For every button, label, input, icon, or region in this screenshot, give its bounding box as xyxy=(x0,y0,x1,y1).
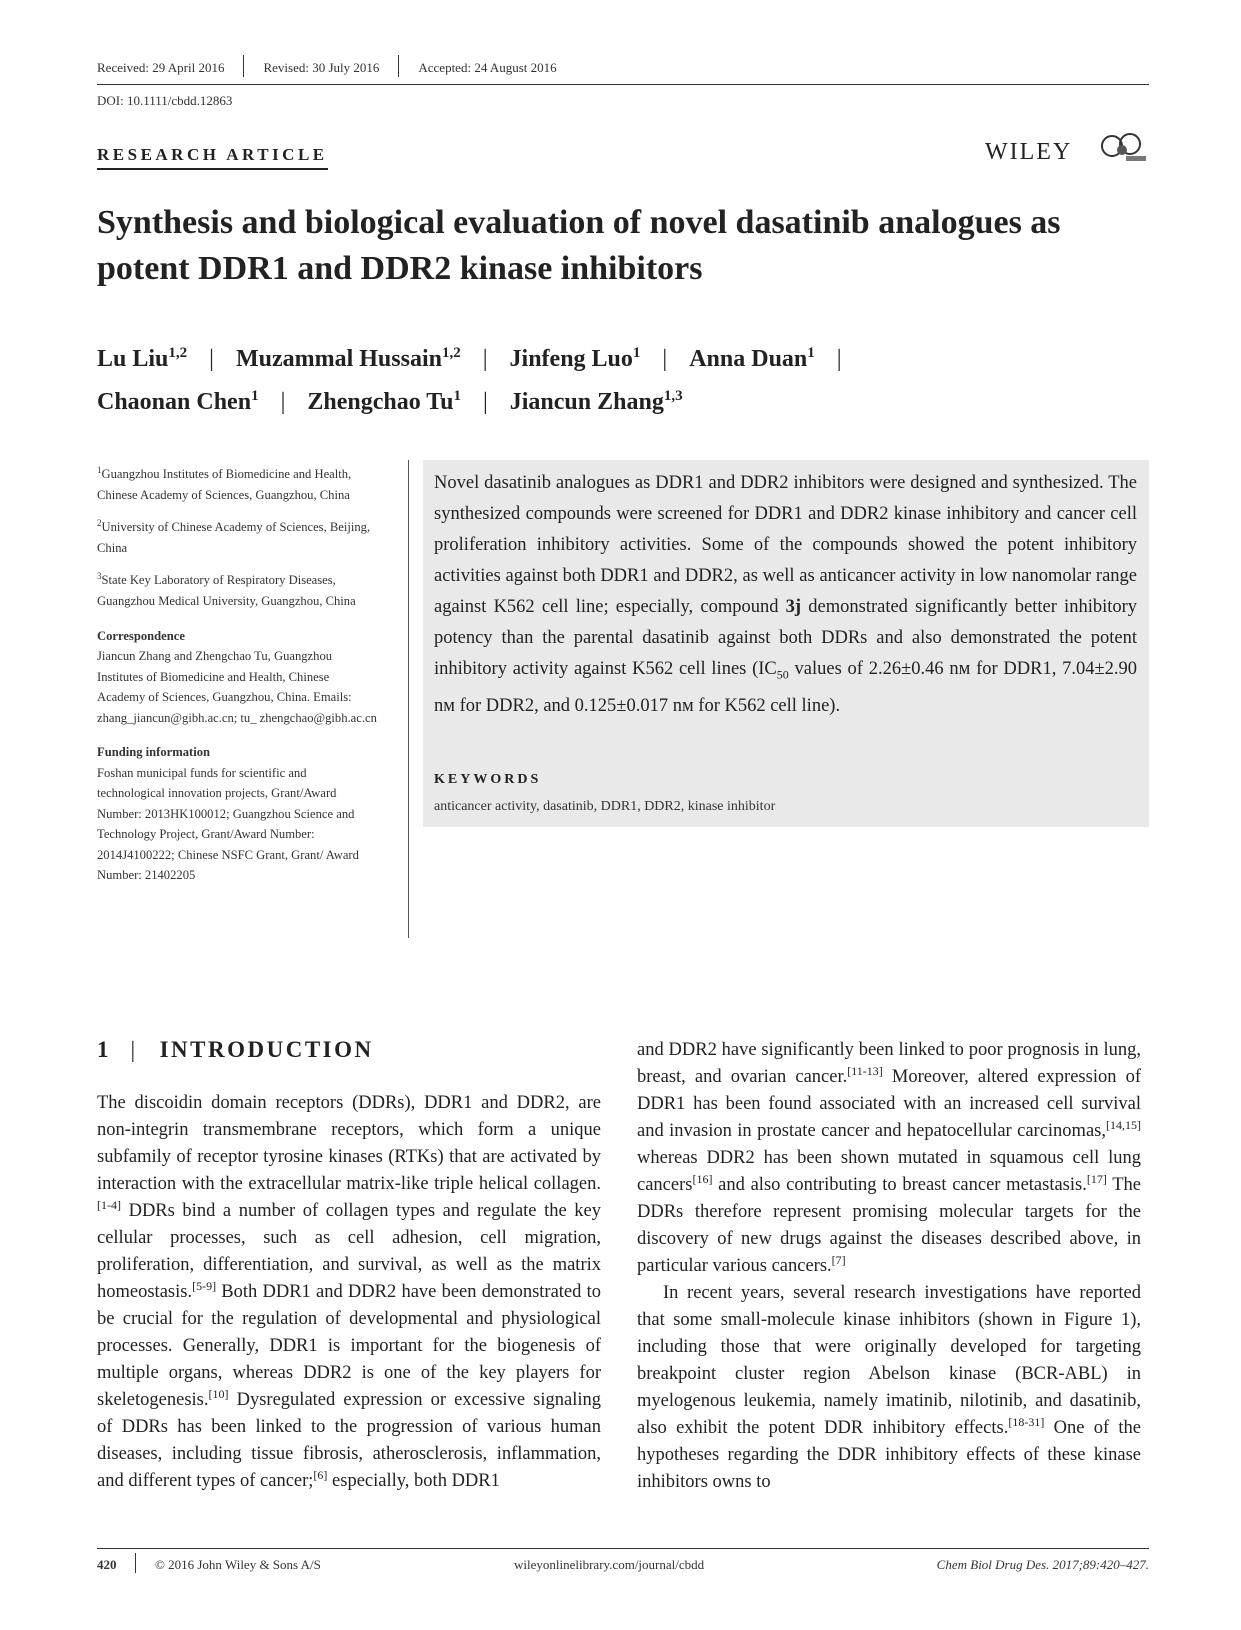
header-rule xyxy=(97,84,1149,85)
sidebar-divider xyxy=(408,460,409,938)
received-date: Received: 29 April 2016 xyxy=(97,59,225,75)
author[interactable]: Muzammal Hussain$^{1,2}$ xyxy=(235,345,461,372)
divider xyxy=(243,55,244,77)
funding-text: Foshan municipal funds for scientific and technological innovation projects, Grant/Award Number: 2013HK100012; Guangzhou Science and Technology Project, Grant/Award Number: 2014J4100222; Chinese NSFC Grant, Grant/ Award Number: 21402205 xyxy=(97,765,359,883)
publisher-logo: WILEY xyxy=(985,139,1073,165)
doi[interactable]: DOI: 10.1111/cbdd.12863 xyxy=(97,93,233,108)
revised-date: Revised: 30 July 2016 xyxy=(263,59,380,75)
citation: Chem Biol Drug Des. 2017;89:420–427. xyxy=(936,1557,1149,1572)
author[interactable]: Lu Liu$^{1,2}$ xyxy=(97,345,188,372)
affiliation: $^1$Guangzhou Institutes of Biomedicine and Health, Chinese Academy of Sciences, Guangzhou, China xyxy=(97,465,352,502)
dates-line xyxy=(97,58,1149,80)
divider xyxy=(135,1553,136,1573)
section-heading: 1 | INTRODUCTION xyxy=(97,1037,374,1062)
article-title: Synthesis and biological evaluation of novel dasatinib analogues as potent DDR1 and DDR2 kinase inhibitors xyxy=(97,204,1061,287)
accepted-date: Accepted: 24 August 2016 xyxy=(418,59,557,75)
journal-logo-icon xyxy=(1100,130,1148,164)
abstract-text: Novel dasatinib analogues as DDR1 and DDR2 inhibitors were designed and synthesized. The synthesized compounds were screened for DDR1 and DDR2 kinase inhibitory and cancer cell proliferation inhibitory activities. Some of the compounds showed the potent inhibitory activities against both DDR1 and DDR2, as well as anticancer activity in low nanomolar range against K562 cell line; especially, compound 3j demonstrated significantly better inhibitory potency than the parental dasatinib against both DDRs and also demonstrated the potent inhibitory activity against K562 cell lines ($IC_{50}$ values of 2.26±0.46 nм for DDR1, 7.04±2.90 nм for DDR2, and 0.125±0.017 nм for K562 cell line). xyxy=(434,473,1138,716)
divider xyxy=(398,55,399,77)
funding-heading: Funding information xyxy=(97,745,211,760)
copyright: © 2016 John Wiley & Sons A/S xyxy=(155,1557,321,1572)
correspondence-text: Jiancun Zhang and Zhengchao Tu, Guangzhou Institutes of Biomedicine and Health, Chinese Academy of Sciences, Guangzhou, China. Emails: zhang_jiancun@gibh.ac.cn; tu_ zhengchao@gibh.ac.cn xyxy=(97,649,377,725)
author[interactable]: Jiancun Zhang$^{1,3}$ xyxy=(509,388,683,415)
author[interactable]: Jinfeng Luo$^1$ xyxy=(509,345,641,372)
keywords: anticancer activity, dasatinib, DDR1, DDR2, kinase inhibitor xyxy=(434,799,776,814)
page-number: 420 xyxy=(97,1557,117,1572)
author-list: Lu Liu$^{1,2}$ | Muzammal Hussain$^{1,2}$ | Jinfeng Luo$^1$ | Anna Duan$^1$ | Chaonan Chen$^1$ | Zhengchao Tu$^1$ | Jiancun Zhang$^{1,3}$ xyxy=(97,345,842,415)
affiliation: $^2$University of Chinese Academy of Sciences, Beijing, China xyxy=(97,518,371,555)
author[interactable]: Anna Duan$^1$ xyxy=(689,345,815,372)
keywords-heading: KEYWORDS xyxy=(434,772,542,787)
intro-column-1: The discoidin domain receptors (DDRs), DDR1 and DDR2, are non-integrin transmembrane receptors, which form a unique subfamily of receptor tyrosine kinases (RTKs) that are activated by interaction with the extracellular matrix-like triple helical collagen.[1-4] DDRs bind a number of collagen types and regulate the key cellular processes, such as cell adhesion, cell migration, proliferation, differentiation, and survival, as well as the matrix homeostasis.[5-9] Both DDR1 and DDR2 have been demonstrated to be crucial for the regulation of developmental and physiological processes. Generally, DDR1 is important for the biogenesis of multiple organs, whereas DDR2 is one of the key players for skeletogenesis.[10] Dysregulated expression or excessive signaling of DDRs has been linked to the progression of various human diseases, including tissue fibrosis, atherosclerosis, inflammation, and different types of cancer;[6] especially, both DDR1 xyxy=(97,1093,601,1491)
paragraph: In recent years, several research investigations have reported that some small-molecule kinase inhibitors (shown in Figure 1), including those that were originally developed for targeting breakpoint cluster region Abelson kinase (BCR-ABL) in myelogenous leukemia, namely imatinib, nilotinib, and dasatinib, also exhibit the potent DDR inhibitory effects.[18-31] One of the hypotheses regarding the DDR inhibitory effects of these kinase inhibitors owns to xyxy=(637,1283,1141,1492)
funding xyxy=(97,742,377,886)
correspondence xyxy=(97,626,377,729)
article-type: RESEARCH ARTICLE xyxy=(97,145,328,170)
author[interactable]: Zhengchao Tu$^1$ xyxy=(307,388,461,415)
correspondence-heading: Correspondence xyxy=(97,628,185,643)
affiliation: $^3$State Key Laboratory of Respiratory Diseases, Guangzhou Medical University, Guangzhou, China xyxy=(97,571,356,609)
footer-rule xyxy=(97,1548,1149,1549)
journal-url[interactable]: wileyonlinelibrary.com/journal/cbdd xyxy=(514,1557,705,1572)
affiliations-sidebar xyxy=(97,460,377,896)
author[interactable]: Chaonan Chen$^1$ xyxy=(97,388,259,415)
intro-column-2: and DDR2 have significantly been linked to poor prognosis in lung, breast, and ovarian cancer.[11-13] Moreover, altered expression of DDR1 has been found associated with an increased cell survival and invasion in prostate cancer and hepatocellular carcinomas,[14,15] whereas DDR2 has been shown mutated in squamous cell lung cancers[16] and also contributing to breast cancer metastasis.[17] The DDRs therefore represent promising molecular targets for the discovery of new drugs against the diseases described above, in particular various cancers.[7] In recent years, several research investigations have reported that some small-molecule kinase inhibitors (shown in Figure 1), including those that were originally developed for targeting breakpoint cluster region Abelson kinase (BCR-ABL) in myelogenous leukemia, namely imatinib, nilotinib, and dasatinib, also exhibit the potent DDR inhibitory effects.[18-31] One of the hypotheses regarding the DDR inhibitory effects of these kinase inhibitors owns to xyxy=(637,1037,1141,1496)
